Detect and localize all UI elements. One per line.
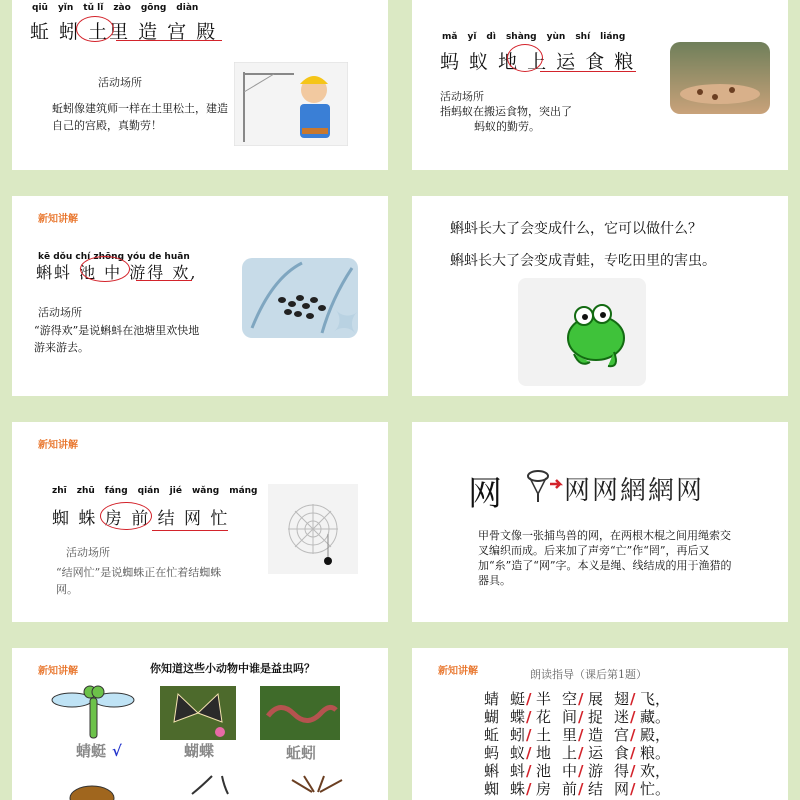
poem-char: 蚓 — [510, 726, 526, 744]
verse-title: 蚯 蚓 土里 造 宫 殿 — [30, 21, 218, 43]
dragonfly-icon[interactable] — [50, 682, 136, 742]
poem-char: 迷 — [614, 708, 630, 726]
activity-label: 活动场所 — [38, 306, 82, 319]
big-character: 网 — [468, 474, 502, 514]
check-mark: √ — [112, 742, 122, 760]
poem-char: 蚁 — [510, 744, 526, 762]
poem-char: 间 — [562, 708, 578, 726]
underline — [152, 530, 228, 531]
poem-char: 殿， — [640, 726, 671, 744]
explanation: 蚯蚓像建筑师一样在土里松土，建造自己的宫殿，真勤劳！ — [52, 102, 228, 132]
poem-char: 蝌 — [484, 762, 500, 780]
poem-char: 花 — [536, 708, 552, 726]
poem-char: 房 — [536, 780, 552, 798]
pause-mark: / — [630, 708, 636, 726]
animal-label-butterfly: 蝴蝶 — [184, 742, 215, 760]
poem-char: 造 — [588, 726, 604, 744]
pause-mark: / — [526, 744, 532, 762]
explanation: “游得欢”是说蝌蚪在池塘里欢快地游来游去。 — [34, 324, 200, 354]
poem-char: 池 — [536, 762, 552, 780]
question-text: 蝌蚪长大了会变成什么，它可以做什么？ — [450, 221, 702, 237]
poem-char: 蝴 — [484, 708, 500, 726]
poem-line — [484, 778, 671, 799]
slide-frog-question — [412, 196, 788, 396]
poem-char: 展 — [588, 690, 604, 708]
poem-char: 半 — [536, 690, 552, 708]
pause-mark: / — [630, 690, 636, 708]
underline — [136, 280, 192, 281]
pause-mark: / — [630, 780, 636, 798]
pause-mark: / — [526, 762, 532, 780]
pinyin-row: qiū yǐn tǔ lǐ zào gōng diàn — [32, 3, 199, 13]
poem-char: 忙。 — [640, 780, 671, 798]
slide-insect-quiz — [12, 648, 388, 800]
poem-char: 翅 — [614, 690, 630, 708]
poem-char: 中 — [562, 762, 578, 780]
poem-char: 蛛 — [510, 780, 526, 798]
underline — [116, 40, 222, 41]
poem-char: 蜘 — [484, 780, 500, 798]
activity-label: 活动场所 — [66, 546, 110, 559]
pause-mark: / — [630, 744, 636, 762]
pinyin-row: mǎ yǐ dì shàng yùn shí liáng — [442, 32, 626, 42]
pinyin-row: kē dǒu chí zhōng yóu de huān — [38, 252, 190, 262]
poem-char: 蚯 — [484, 726, 500, 744]
pause-mark: / — [630, 726, 636, 744]
highlight-circle — [100, 502, 152, 530]
poem-char: 粮。 — [640, 744, 671, 762]
poem-char: 运 — [588, 744, 604, 762]
spider-web-illustration — [268, 484, 358, 574]
explanation: “结网忙”是说蜘蛛正在忙着结蜘蛛网。 — [56, 566, 222, 596]
highlight-circle — [76, 16, 114, 42]
section-tag: 新知讲解 — [38, 666, 78, 677]
poem-char: 网 — [614, 780, 630, 798]
poem-char: 捉 — [588, 708, 604, 726]
butterfly-photo[interactable] — [160, 686, 236, 740]
pause-mark: / — [578, 762, 584, 780]
poem-char: 蝶 — [510, 708, 526, 726]
section-tag: 新知讲解 — [438, 666, 478, 677]
more-insects-row — [52, 772, 352, 800]
poem-char: 藏。 — [640, 708, 671, 726]
highlight-circle — [507, 44, 543, 72]
poem-char: 得 — [614, 762, 630, 780]
highlight-circle — [80, 256, 130, 282]
frog-illustration — [518, 278, 646, 386]
poem-char: 地 — [536, 744, 552, 762]
pinyin-row: zhī zhū fáng qián jié wǎng máng — [52, 486, 258, 496]
character-evolution: 网网網網网 — [564, 476, 705, 506]
poem-char: 空 — [562, 690, 578, 708]
explanation-line2: 蚂蚁的勤劳。 — [474, 120, 540, 133]
pause-mark: / — [526, 780, 532, 798]
section-tag: 新知讲解 — [38, 214, 78, 225]
poem-char: 里 — [562, 726, 578, 744]
slide-ant — [412, 0, 788, 170]
activity-label: 活动场所 — [98, 76, 142, 89]
slide-spider — [12, 422, 388, 622]
reading-heading: 朗读指导（课后第1题） — [530, 668, 647, 681]
animal-label-earthworm: 蚯蚓 — [286, 744, 317, 762]
poem-char: 结 — [588, 780, 604, 798]
poem-char: 飞， — [640, 690, 671, 708]
verse-title: 蜘 蛛 房 前 结 网 忙 — [52, 509, 230, 529]
poem-char: 蚪 — [510, 762, 526, 780]
verse-title: 蝌蚪 池 中 游得 欢, — [36, 263, 198, 282]
poem-char: 土 — [536, 726, 552, 744]
poem-char: 前 — [562, 780, 578, 798]
poem-char: 蜓 — [510, 690, 526, 708]
ant-scene-photo — [670, 42, 770, 114]
poem-char: 蜻 — [484, 690, 500, 708]
pause-mark: / — [578, 744, 584, 762]
poem-char: 宫 — [614, 726, 630, 744]
pause-mark: / — [526, 708, 532, 726]
activity-label: 活动场所 — [440, 90, 484, 103]
answer-text: 蝌蚪长大了会变成青蛙，专吃田里的害虫。 — [450, 253, 716, 269]
explanation: 甲骨文像一张捕鸟兽的网，在两根木棍之间用绳索交叉编织而成。后来加了声旁“亡”作“罔”，再后又加“糸”造了“网”字。本义是绳、线结成的用于渔猎的器具。 — [478, 529, 732, 587]
pause-mark: / — [526, 726, 532, 744]
quiz-question: 你知道这些小动物中谁是益虫吗？ — [150, 662, 315, 675]
poem-char: 欢， — [640, 762, 671, 780]
pause-mark: / — [630, 762, 636, 780]
poem-char: 游 — [588, 762, 604, 780]
animal-label-dragonfly: 蜻蜓 — [76, 742, 107, 760]
verse-title: 蚂 蚁 地 上 运 食 粮 — [440, 51, 636, 73]
underline — [540, 71, 636, 72]
poem-char: 蚂 — [484, 744, 500, 762]
net-icon — [524, 468, 564, 504]
explanation-line1: 指蚂蚁在搬运食物，突出了 — [440, 105, 572, 118]
section-tag: 新知讲解 — [38, 440, 78, 451]
tadpole-photo — [242, 258, 358, 338]
poem-char: 上 — [562, 744, 578, 762]
slide-tadpole — [12, 196, 388, 396]
pause-mark: / — [578, 708, 584, 726]
poem-char: 食 — [614, 744, 630, 762]
slide-character-wang — [412, 422, 788, 622]
builder-illustration — [234, 62, 348, 146]
earthworm-photo[interactable] — [260, 686, 340, 740]
pause-mark: / — [578, 690, 584, 708]
slide-reading-guide — [412, 648, 788, 800]
pause-mark: / — [526, 690, 532, 708]
pause-mark: / — [578, 726, 584, 744]
slide-earthworm — [12, 0, 388, 170]
pause-mark: / — [578, 780, 584, 798]
